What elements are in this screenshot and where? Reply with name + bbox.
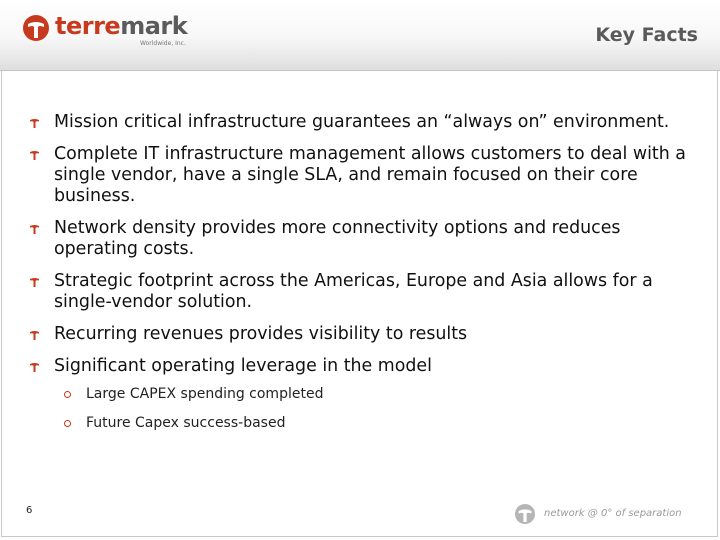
page-number: 6	[26, 505, 33, 516]
terremark-footer-icon	[514, 503, 536, 525]
ring-bullet-icon	[64, 420, 71, 427]
bullet-icon	[30, 150, 39, 160]
bullet-text: Network density provides more connectivity options and reduces operating costs.	[54, 218, 621, 259]
sub-bullet-text: Large CAPEX spending completed	[86, 386, 324, 402]
logo-wordmark-red: terre	[55, 12, 121, 40]
slide-header	[0, 0, 720, 71]
bullet-text: Mission critical infrastructure guarantees an “always on” environment.	[54, 112, 670, 132]
bullet-item	[26, 144, 706, 207]
bullet-text: Recurring revenues provides visibility to results	[54, 324, 468, 344]
bullet-list	[26, 112, 706, 444]
slide-title: Key Facts	[595, 24, 698, 46]
bullet-item	[26, 356, 706, 433]
logo-wordmark-gray: mark	[120, 12, 188, 40]
bullet-icon	[30, 330, 39, 340]
bullet-icon	[30, 224, 39, 234]
bullet-icon	[30, 277, 39, 287]
sub-bullet-list	[54, 385, 706, 433]
bullet-text: Complete IT infrastructure management allows customers to deal with a single vendor, have a single SLA, and remain focused on their core business.	[54, 144, 686, 206]
sub-bullet-text: Future Capex success-based	[86, 415, 286, 431]
sub-bullet-item	[54, 385, 706, 404]
bullet-text: Strategic footprint across the Americas, Europe and Asia allows for a single-vendor solution.	[54, 271, 653, 312]
bullet-item	[26, 218, 706, 260]
bullet-icon	[30, 362, 39, 372]
terremark-logo-icon	[22, 14, 50, 42]
sub-bullet-item	[54, 414, 706, 433]
ring-bullet-icon	[64, 391, 71, 398]
tagline-text: network @ 0° of separation	[544, 508, 682, 519]
logo-wordmark	[55, 12, 187, 40]
bullet-item	[26, 324, 706, 345]
bullet-text: Significant operating leverage in the model	[54, 356, 432, 376]
logo-subtext: Worldwide, Inc.	[140, 40, 186, 47]
bullet-icon	[30, 118, 39, 128]
bullet-item	[26, 271, 706, 313]
bullet-item	[26, 112, 706, 133]
